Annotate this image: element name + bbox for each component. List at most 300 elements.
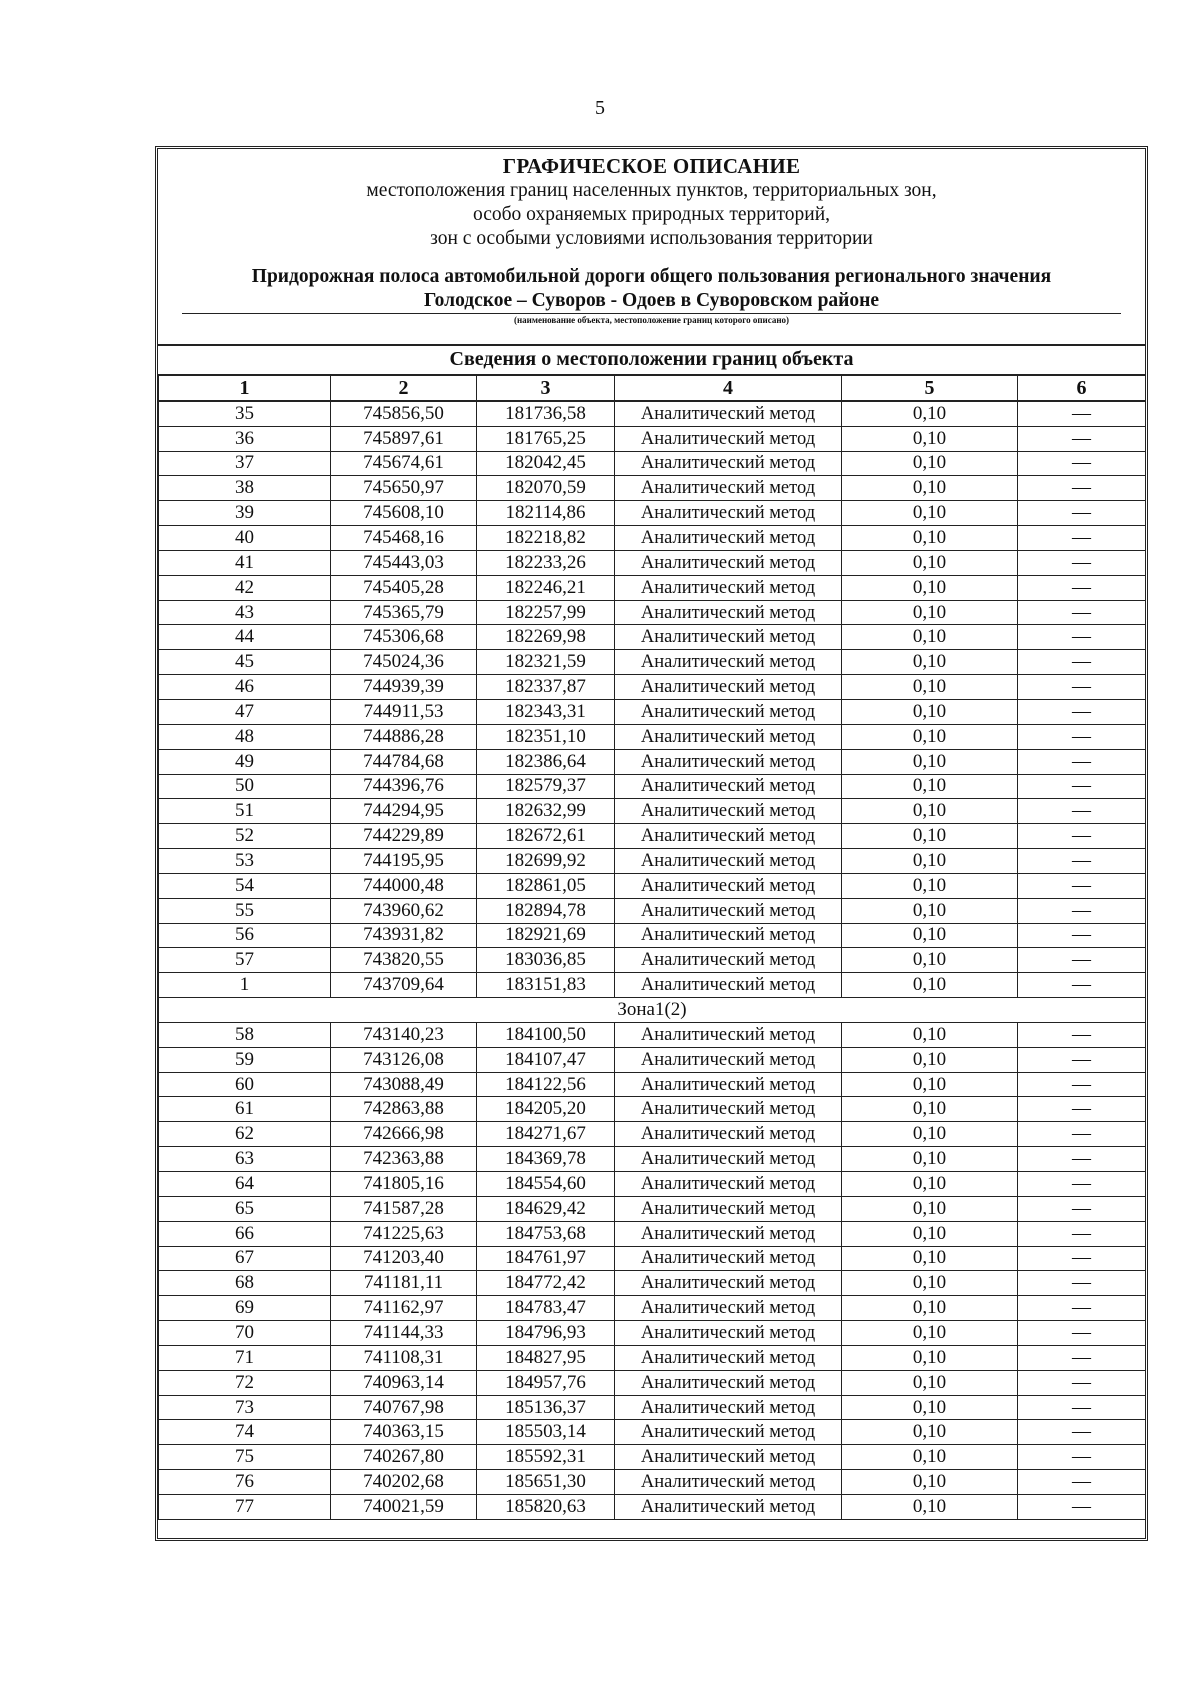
method-cell: Аналитический метод <box>615 451 842 476</box>
method-cell: Аналитический метод <box>615 1147 842 1172</box>
table-row <box>159 948 1146 973</box>
method-cell: Аналитический метод <box>615 1395 842 1420</box>
description-cell: — <box>1018 799 1146 824</box>
page-number: 5 <box>595 97 605 119</box>
y-coordinate-cell: 184629,42 <box>477 1196 615 1221</box>
table-row <box>159 724 1146 749</box>
method-cell: Аналитический метод <box>615 1494 842 1519</box>
point-number-cell: 74 <box>159 1420 331 1445</box>
description-cell: — <box>1018 923 1146 948</box>
accuracy-cell: 0,10 <box>842 550 1018 575</box>
accuracy-cell: 0,10 <box>842 749 1018 774</box>
method-cell: Аналитический метод <box>615 1445 842 1470</box>
column-header-1: 1 <box>159 376 331 401</box>
description-cell: — <box>1018 600 1146 625</box>
table-row <box>159 1196 1146 1221</box>
method-cell: Аналитический метод <box>615 824 842 849</box>
x-coordinate-cell: 741587,28 <box>331 1196 477 1221</box>
accuracy-cell: 0,10 <box>842 426 1018 451</box>
accuracy-cell: 0,10 <box>842 923 1018 948</box>
accuracy-cell: 0,10 <box>842 1072 1018 1097</box>
description-cell: — <box>1018 1196 1146 1221</box>
y-coordinate-cell: 185820,63 <box>477 1494 615 1519</box>
description-cell: — <box>1018 1221 1146 1246</box>
x-coordinate-cell: 740963,14 <box>331 1370 477 1395</box>
y-coordinate-cell: 185592,31 <box>477 1445 615 1470</box>
description-cell: — <box>1018 1370 1146 1395</box>
x-coordinate-cell: 745674,61 <box>331 451 477 476</box>
y-coordinate-cell: 184100,50 <box>477 1022 615 1047</box>
description-cell: — <box>1018 526 1146 551</box>
accuracy-cell: 0,10 <box>842 1047 1018 1072</box>
method-cell: Аналитический метод <box>615 849 842 874</box>
method-cell: Аналитический метод <box>615 1072 842 1097</box>
accuracy-cell: 0,10 <box>842 401 1018 426</box>
point-number-cell: 70 <box>159 1321 331 1346</box>
table-row <box>159 1122 1146 1147</box>
table-row <box>159 973 1146 998</box>
table-row <box>159 1494 1146 1519</box>
method-cell: Аналитический метод <box>615 476 842 501</box>
point-number-cell: 42 <box>159 575 331 600</box>
y-coordinate-cell: 182894,78 <box>477 898 615 923</box>
accuracy-cell: 0,10 <box>842 973 1018 998</box>
point-number-cell: 72 <box>159 1370 331 1395</box>
point-number-cell: 66 <box>159 1221 331 1246</box>
method-cell: Аналитический метод <box>615 948 842 973</box>
y-coordinate-cell: 185136,37 <box>477 1395 615 1420</box>
table-row <box>159 526 1146 551</box>
y-coordinate-cell: 182218,82 <box>477 526 615 551</box>
x-coordinate-cell: 741203,40 <box>331 1246 477 1271</box>
accuracy-cell: 0,10 <box>842 948 1018 973</box>
point-number-cell: 48 <box>159 724 331 749</box>
accuracy-cell: 0,10 <box>842 849 1018 874</box>
point-number-cell: 51 <box>159 799 331 824</box>
point-number-cell: 56 <box>159 923 331 948</box>
accuracy-cell: 0,10 <box>842 675 1018 700</box>
x-coordinate-cell: 744784,68 <box>331 749 477 774</box>
x-coordinate-cell: 742863,88 <box>331 1097 477 1122</box>
y-coordinate-cell: 185503,14 <box>477 1420 615 1445</box>
point-number-cell: 65 <box>159 1196 331 1221</box>
accuracy-cell: 0,10 <box>842 1470 1018 1495</box>
method-cell: Аналитический метод <box>615 1420 842 1445</box>
method-cell: Аналитический метод <box>615 1370 842 1395</box>
point-number-cell: 53 <box>159 849 331 874</box>
accuracy-cell: 0,10 <box>842 1296 1018 1321</box>
table-row <box>159 699 1146 724</box>
method-cell: Аналитический метод <box>615 973 842 998</box>
point-number-cell: 57 <box>159 948 331 973</box>
accuracy-cell: 0,10 <box>842 1395 1018 1420</box>
table-row <box>159 923 1146 948</box>
y-coordinate-cell: 182042,45 <box>477 451 615 476</box>
point-number-cell: 64 <box>159 1172 331 1197</box>
point-number-cell: 40 <box>159 526 331 551</box>
description-cell: — <box>1018 426 1146 451</box>
accuracy-cell: 0,10 <box>842 699 1018 724</box>
table-row <box>159 1147 1146 1172</box>
x-coordinate-cell: 745024,36 <box>331 650 477 675</box>
method-cell: Аналитический метод <box>615 873 842 898</box>
y-coordinate-cell: 182269,98 <box>477 625 615 650</box>
table-row <box>159 1271 1146 1296</box>
method-cell: Аналитический метод <box>615 1047 842 1072</box>
method-cell: Аналитический метод <box>615 923 842 948</box>
y-coordinate-cell: 182921,69 <box>477 923 615 948</box>
table-row <box>159 1172 1146 1197</box>
point-number-cell: 55 <box>159 898 331 923</box>
y-coordinate-cell: 184827,95 <box>477 1345 615 1370</box>
point-number-cell: 50 <box>159 774 331 799</box>
method-cell: Аналитический метод <box>615 401 842 426</box>
point-number-cell: 68 <box>159 1271 331 1296</box>
method-cell: Аналитический метод <box>615 699 842 724</box>
x-coordinate-cell: 740021,59 <box>331 1494 477 1519</box>
x-coordinate-cell: 742363,88 <box>331 1147 477 1172</box>
accuracy-cell: 0,10 <box>842 1370 1018 1395</box>
method-cell: Аналитический метод <box>615 600 842 625</box>
accuracy-cell: 0,10 <box>842 1246 1018 1271</box>
point-number-cell: 36 <box>159 426 331 451</box>
description-cell: — <box>1018 1047 1146 1072</box>
y-coordinate-cell: 182861,05 <box>477 873 615 898</box>
y-coordinate-cell: 184369,78 <box>477 1147 615 1172</box>
x-coordinate-cell: 744229,89 <box>331 824 477 849</box>
point-number-cell: 71 <box>159 1345 331 1370</box>
x-coordinate-cell: 745650,97 <box>331 476 477 501</box>
accuracy-cell: 0,10 <box>842 1196 1018 1221</box>
point-number-cell: 67 <box>159 1246 331 1271</box>
method-cell: Аналитический метод <box>615 675 842 700</box>
method-cell: Аналитический метод <box>615 426 842 451</box>
section-title: Сведения о местоположении границ объекта <box>158 344 1145 376</box>
x-coordinate-cell: 744911,53 <box>331 699 477 724</box>
description-cell: — <box>1018 1172 1146 1197</box>
x-coordinate-cell: 745443,03 <box>331 550 477 575</box>
method-cell: Аналитический метод <box>615 749 842 774</box>
y-coordinate-cell: 184783,47 <box>477 1296 615 1321</box>
table-row <box>159 799 1146 824</box>
description-cell: — <box>1018 1395 1146 1420</box>
accuracy-cell: 0,10 <box>842 1494 1018 1519</box>
description-cell: — <box>1018 724 1146 749</box>
description-cell: — <box>1018 749 1146 774</box>
x-coordinate-cell: 743960,62 <box>331 898 477 923</box>
point-number-cell: 37 <box>159 451 331 476</box>
method-cell: Аналитический метод <box>615 1345 842 1370</box>
point-number-cell: 61 <box>159 1097 331 1122</box>
point-number-cell: 69 <box>159 1296 331 1321</box>
table-row <box>159 1445 1146 1470</box>
description-cell: — <box>1018 1420 1146 1445</box>
method-cell: Аналитический метод <box>615 1271 842 1296</box>
method-cell: Аналитический метод <box>615 550 842 575</box>
point-number-cell: 45 <box>159 650 331 675</box>
method-cell: Аналитический метод <box>615 1296 842 1321</box>
y-coordinate-cell: 183036,85 <box>477 948 615 973</box>
x-coordinate-cell: 743820,55 <box>331 948 477 973</box>
y-coordinate-cell: 182114,86 <box>477 501 615 526</box>
column-header-2: 2 <box>331 376 477 401</box>
table-row <box>159 650 1146 675</box>
y-coordinate-cell: 182386,64 <box>477 749 615 774</box>
y-coordinate-cell: 182321,59 <box>477 650 615 675</box>
point-number-cell: 43 <box>159 600 331 625</box>
description-cell: — <box>1018 401 1146 426</box>
table-row <box>159 898 1146 923</box>
x-coordinate-cell: 741225,63 <box>331 1221 477 1246</box>
point-number-cell: 35 <box>159 401 331 426</box>
y-coordinate-cell: 184554,60 <box>477 1172 615 1197</box>
table-row <box>159 426 1146 451</box>
zone-row <box>159 998 1146 1023</box>
y-coordinate-cell: 184205,20 <box>477 1097 615 1122</box>
y-coordinate-cell: 181765,25 <box>477 426 615 451</box>
point-number-cell: 46 <box>159 675 331 700</box>
y-coordinate-cell: 184753,68 <box>477 1221 615 1246</box>
method-cell: Аналитический метод <box>615 575 842 600</box>
description-cell: — <box>1018 625 1146 650</box>
x-coordinate-cell: 745468,16 <box>331 526 477 551</box>
accuracy-cell: 0,10 <box>842 1321 1018 1346</box>
method-cell: Аналитический метод <box>615 650 842 675</box>
x-coordinate-cell: 745856,50 <box>331 401 477 426</box>
zone-label: Зона1(2) <box>159 998 1146 1023</box>
accuracy-cell: 0,10 <box>842 799 1018 824</box>
description-cell: — <box>1018 1022 1146 1047</box>
y-coordinate-cell: 184122,56 <box>477 1072 615 1097</box>
y-coordinate-cell: 182070,59 <box>477 476 615 501</box>
description-cell: — <box>1018 699 1146 724</box>
description-cell: — <box>1018 1296 1146 1321</box>
method-cell: Аналитический метод <box>615 1172 842 1197</box>
method-cell: Аналитический метод <box>615 1470 842 1495</box>
column-header-4: 4 <box>615 376 842 401</box>
point-number-cell: 41 <box>159 550 331 575</box>
boundary-points-table <box>158 375 1146 1520</box>
accuracy-cell: 0,10 <box>842 451 1018 476</box>
description-cell: — <box>1018 675 1146 700</box>
accuracy-cell: 0,10 <box>842 1172 1018 1197</box>
table-row <box>159 575 1146 600</box>
x-coordinate-cell: 743709,64 <box>331 973 477 998</box>
point-number-cell: 75 <box>159 1445 331 1470</box>
object-name-line-2: Голодское – Суворов - Одоев в Суворовском районе <box>423 290 880 311</box>
x-coordinate-cell: 745306,68 <box>331 625 477 650</box>
x-coordinate-cell: 741108,31 <box>331 1345 477 1370</box>
point-number-cell: 1 <box>159 973 331 998</box>
point-number-cell: 39 <box>159 501 331 526</box>
description-cell: — <box>1018 501 1146 526</box>
method-cell: Аналитический метод <box>615 501 842 526</box>
table-row <box>159 774 1146 799</box>
description-cell: — <box>1018 1345 1146 1370</box>
description-cell: — <box>1018 1470 1146 1495</box>
table-row <box>159 1345 1146 1370</box>
point-number-cell: 58 <box>159 1022 331 1047</box>
x-coordinate-cell: 745608,10 <box>331 501 477 526</box>
description-cell: — <box>1018 873 1146 898</box>
description-cell: — <box>1018 550 1146 575</box>
table-row <box>159 1072 1146 1097</box>
x-coordinate-cell: 745405,28 <box>331 575 477 600</box>
point-number-cell: 76 <box>159 1470 331 1495</box>
table-row <box>159 600 1146 625</box>
y-coordinate-cell: 185651,30 <box>477 1470 615 1495</box>
table-row <box>159 1420 1146 1445</box>
accuracy-cell: 0,10 <box>842 625 1018 650</box>
x-coordinate-cell: 745365,79 <box>331 600 477 625</box>
description-cell: — <box>1018 650 1146 675</box>
y-coordinate-cell: 182672,61 <box>477 824 615 849</box>
method-cell: Аналитический метод <box>615 1097 842 1122</box>
x-coordinate-cell: 744000,48 <box>331 873 477 898</box>
description-cell: — <box>1018 476 1146 501</box>
method-cell: Аналитический метод <box>615 1196 842 1221</box>
description-cell: — <box>1018 1494 1146 1519</box>
point-number-cell: 38 <box>159 476 331 501</box>
method-cell: Аналитический метод <box>615 1246 842 1271</box>
table-row <box>159 451 1146 476</box>
y-coordinate-cell: 184957,76 <box>477 1370 615 1395</box>
point-number-cell: 54 <box>159 873 331 898</box>
x-coordinate-cell: 743931,82 <box>331 923 477 948</box>
method-cell: Аналитический метод <box>615 1221 842 1246</box>
accuracy-cell: 0,10 <box>842 575 1018 600</box>
accuracy-cell: 0,10 <box>842 1097 1018 1122</box>
x-coordinate-cell: 741144,33 <box>331 1321 477 1346</box>
object-name-line-1: Придорожная полоса автомобильной дороги общего пользования регионального значения <box>251 266 1052 287</box>
table-body <box>159 376 1146 1520</box>
description-cell: — <box>1018 774 1146 799</box>
accuracy-cell: 0,10 <box>842 476 1018 501</box>
y-coordinate-cell: 184796,93 <box>477 1321 615 1346</box>
point-number-cell: 77 <box>159 1494 331 1519</box>
accuracy-cell: 0,10 <box>842 898 1018 923</box>
accuracy-cell: 0,10 <box>842 501 1018 526</box>
y-coordinate-cell: 184761,97 <box>477 1246 615 1271</box>
table-row <box>159 1395 1146 1420</box>
x-coordinate-cell: 744886,28 <box>331 724 477 749</box>
x-coordinate-cell: 740767,98 <box>331 1395 477 1420</box>
method-cell: Аналитический метод <box>615 898 842 923</box>
point-number-cell: 52 <box>159 824 331 849</box>
y-coordinate-cell: 182632,99 <box>477 799 615 824</box>
y-coordinate-cell: 182351,10 <box>477 724 615 749</box>
subtitle-line-1: местоположения границ населенных пунктов, территориальных зон, <box>366 180 937 201</box>
x-coordinate-cell: 743088,49 <box>331 1072 477 1097</box>
accuracy-cell: 0,10 <box>842 600 1018 625</box>
accuracy-cell: 0,10 <box>842 873 1018 898</box>
table-row <box>159 1097 1146 1122</box>
method-cell: Аналитический метод <box>615 625 842 650</box>
table-row <box>159 476 1146 501</box>
y-coordinate-cell: 182699,92 <box>477 849 615 874</box>
accuracy-cell: 0,10 <box>842 1122 1018 1147</box>
description-cell: — <box>1018 1122 1146 1147</box>
y-coordinate-cell: 182579,37 <box>477 774 615 799</box>
description-cell: — <box>1018 948 1146 973</box>
table-row <box>159 873 1146 898</box>
description-cell: — <box>1018 1097 1146 1122</box>
method-cell: Аналитический метод <box>615 526 842 551</box>
x-coordinate-cell: 742666,98 <box>331 1122 477 1147</box>
x-coordinate-cell: 744939,39 <box>331 675 477 700</box>
x-coordinate-cell: 744294,95 <box>331 799 477 824</box>
accuracy-cell: 0,10 <box>842 650 1018 675</box>
point-number-cell: 60 <box>159 1072 331 1097</box>
x-coordinate-cell: 740363,15 <box>331 1420 477 1445</box>
accuracy-cell: 0,10 <box>842 824 1018 849</box>
object-name-caption: (наименование объекта, местоположение границ которого описано) <box>513 315 790 325</box>
y-coordinate-cell: 181736,58 <box>477 401 615 426</box>
x-coordinate-cell: 741162,97 <box>331 1296 477 1321</box>
accuracy-cell: 0,10 <box>842 1147 1018 1172</box>
point-number-cell: 73 <box>159 1395 331 1420</box>
description-cell: — <box>1018 1246 1146 1271</box>
accuracy-cell: 0,10 <box>842 1271 1018 1296</box>
column-header-3: 3 <box>477 376 615 401</box>
table-row <box>159 675 1146 700</box>
x-coordinate-cell: 740202,68 <box>331 1470 477 1495</box>
table-header-row <box>159 376 1146 401</box>
table-row <box>159 1321 1146 1346</box>
method-cell: Аналитический метод <box>615 799 842 824</box>
y-coordinate-cell: 184107,47 <box>477 1047 615 1072</box>
document-header <box>158 149 1145 346</box>
method-cell: Аналитический метод <box>615 774 842 799</box>
x-coordinate-cell: 745897,61 <box>331 426 477 451</box>
x-coordinate-cell: 741805,16 <box>331 1172 477 1197</box>
point-number-cell: 63 <box>159 1147 331 1172</box>
point-number-cell: 49 <box>159 749 331 774</box>
table-row <box>159 749 1146 774</box>
table-row <box>159 625 1146 650</box>
table-row <box>159 1370 1146 1395</box>
x-coordinate-cell: 744396,76 <box>331 774 477 799</box>
method-cell: Аналитический метод <box>615 1022 842 1047</box>
y-coordinate-cell: 182343,31 <box>477 699 615 724</box>
y-coordinate-cell: 182246,21 <box>477 575 615 600</box>
y-coordinate-cell: 183151,83 <box>477 973 615 998</box>
document-title: ГРАФИЧЕСКОЕ ОПИСАНИЕ <box>502 154 801 178</box>
description-cell: — <box>1018 1147 1146 1172</box>
table-row <box>159 550 1146 575</box>
x-coordinate-cell: 741181,11 <box>331 1271 477 1296</box>
point-number-cell: 47 <box>159 699 331 724</box>
description-cell: — <box>1018 451 1146 476</box>
description-cell: — <box>1018 824 1146 849</box>
description-cell: — <box>1018 973 1146 998</box>
y-coordinate-cell: 184271,67 <box>477 1122 615 1147</box>
point-number-cell: 44 <box>159 625 331 650</box>
table-row <box>159 1246 1146 1271</box>
accuracy-cell: 0,10 <box>842 774 1018 799</box>
document-frame <box>155 146 1148 1541</box>
description-cell: — <box>1018 898 1146 923</box>
table-row <box>159 1221 1146 1246</box>
description-cell: — <box>1018 1445 1146 1470</box>
table-row <box>159 401 1146 426</box>
y-coordinate-cell: 184772,42 <box>477 1271 615 1296</box>
table-row <box>159 1047 1146 1072</box>
accuracy-cell: 0,10 <box>842 1022 1018 1047</box>
y-coordinate-cell: 182233,26 <box>477 550 615 575</box>
description-cell: — <box>1018 849 1146 874</box>
accuracy-cell: 0,10 <box>842 724 1018 749</box>
